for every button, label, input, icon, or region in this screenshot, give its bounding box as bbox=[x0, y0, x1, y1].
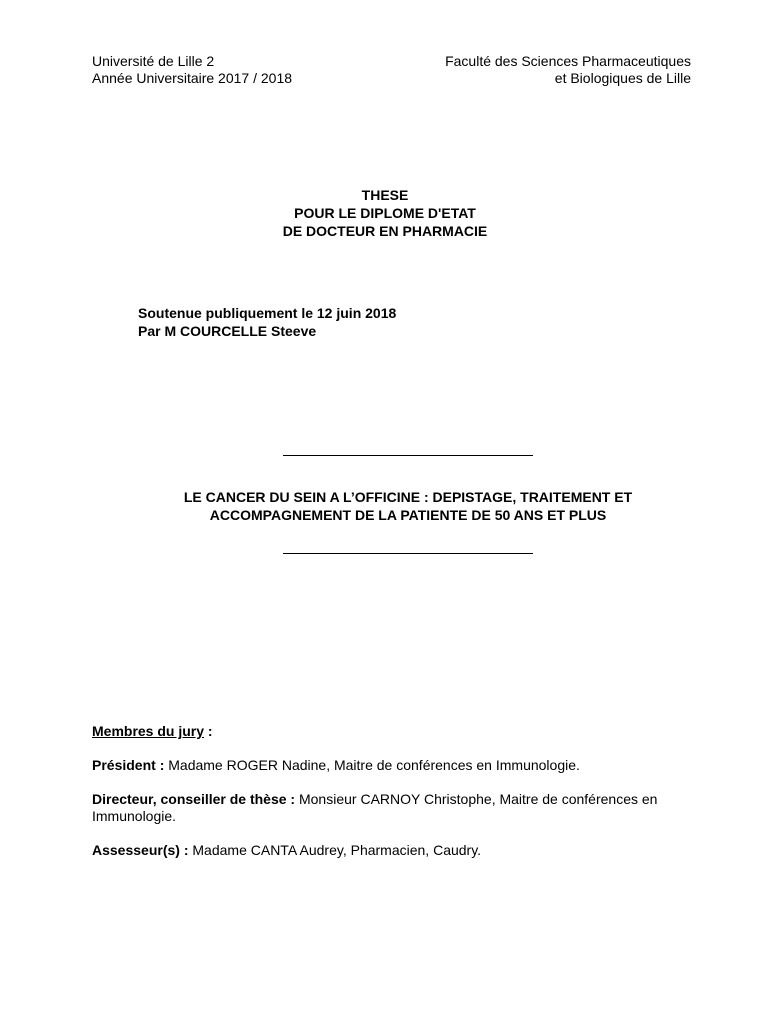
jury-heading-label: Membres du jury bbox=[92, 723, 205, 739]
title-rule-bottom bbox=[283, 553, 533, 554]
defense-info bbox=[138, 304, 396, 340]
academic-year: Année Universitaire 2017 / 2018 bbox=[92, 70, 293, 86]
thesis-title-line1: LE CANCER DU SEIN A L’OFFICINE : DEPISTAGE, TRAITEMENT ET bbox=[183, 489, 633, 505]
header-faculty-block bbox=[445, 53, 691, 87]
jury-role: Président : bbox=[92, 757, 169, 773]
degree-title-block bbox=[0, 186, 770, 240]
jury-heading bbox=[92, 723, 692, 740]
defense-date: Soutenue publiquement le 12 juin 2018 bbox=[138, 305, 397, 321]
university-name: Université de Lille 2 bbox=[92, 53, 215, 69]
header-university-block bbox=[92, 53, 292, 87]
faculty-name-line2: et Biologiques de Lille bbox=[554, 70, 691, 86]
thesis-title-line2: ACCOMPAGNEMENT DE LA PATIENTE DE 50 ANS ET PLUS bbox=[209, 507, 607, 523]
jury-member-director bbox=[92, 791, 692, 825]
jury-member-assessor bbox=[92, 842, 692, 859]
thesis-title bbox=[0, 488, 770, 524]
jury-member-description: Monsieur CARNOY Christophe, Maitre de conférences en Immunologie. bbox=[92, 791, 658, 824]
title-rule-top bbox=[283, 455, 533, 456]
author-name: Par M COURCELLE Steeve bbox=[138, 323, 317, 339]
jury-section bbox=[92, 723, 692, 876]
jury-heading-colon: : bbox=[204, 723, 213, 739]
degree-title-line2: POUR LE DIPLOME D'ETAT bbox=[294, 205, 476, 221]
degree-title-line3: DE DOCTEUR EN PHARMACIE bbox=[282, 223, 488, 239]
jury-role: Directeur, conseiller de thèse : bbox=[92, 791, 299, 807]
faculty-name-line1: Faculté des Sciences Pharmaceutiques bbox=[445, 53, 691, 69]
degree-title-line1: THESE bbox=[361, 187, 409, 203]
jury-member-description: Madame ROGER Nadine, Maitre de conférences en Immunologie. bbox=[168, 757, 580, 773]
jury-member-description: Madame CANTA Audrey, Pharmacien, Caudry. bbox=[192, 842, 482, 858]
jury-role: Assesseur(s) : bbox=[92, 842, 193, 858]
jury-member-president bbox=[92, 757, 692, 774]
